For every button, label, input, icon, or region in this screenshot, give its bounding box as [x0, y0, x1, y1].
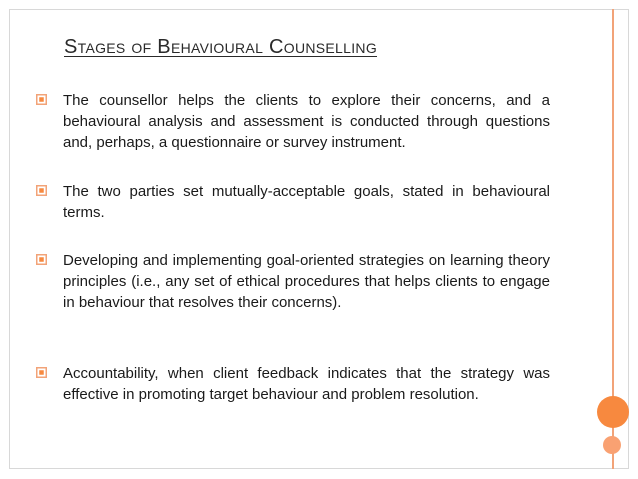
bullet-square-icon — [36, 185, 47, 196]
bullet-square-icon — [36, 367, 47, 378]
decorative-circle-small — [603, 436, 621, 454]
slide-title: Stages of Behavioural Counselling — [64, 36, 378, 58]
bullet-text: Accountability, when client feedback indicates that the strategy was effective in promoting target behaviour and problem resolution. — [63, 365, 550, 403]
bullet-text: Developing and implementing goal-oriented strategies on learning theory principles (i.e., any set of ethical procedures that helps clients to engage in behaviour that resolves their concerns). — [63, 252, 550, 311]
bullet-text: The two parties set mutually-acceptable goals, stated in behavioural terms. — [63, 183, 550, 221]
decorative-circle-large — [597, 396, 629, 428]
bullet-square-icon — [36, 254, 47, 265]
bullet-text: The counsellor helps the clients to explore their concerns, and a behavioural analysis and assessment is conducted through questions and, perhaps, a questionnaire or survey instrument. — [63, 92, 550, 151]
bullet-square-icon — [36, 94, 47, 105]
